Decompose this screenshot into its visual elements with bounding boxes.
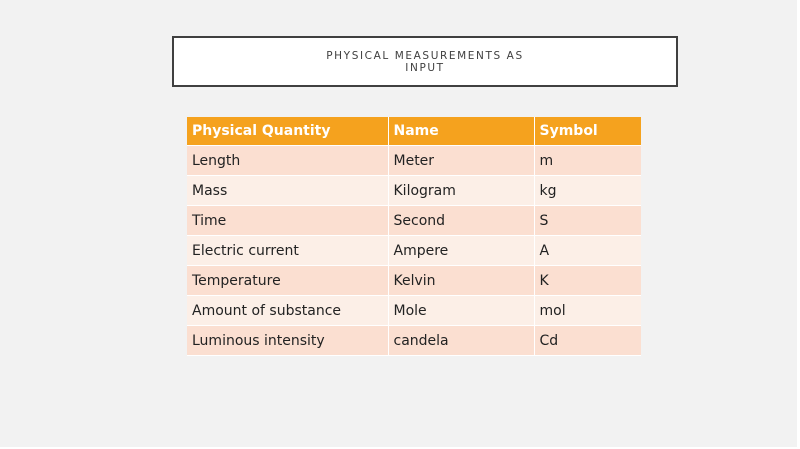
cell-name: Kelvin — [388, 266, 534, 296]
table-row — [187, 206, 641, 236]
cell-symbol: A — [534, 236, 641, 266]
header-physical-quantity: Physical Quantity — [187, 117, 388, 146]
si-units-table — [187, 117, 641, 356]
cell-quantity: Amount of substance — [187, 296, 388, 326]
cell-symbol: kg — [534, 176, 641, 206]
table-row — [187, 266, 641, 296]
cell-quantity: Electric current — [187, 236, 388, 266]
cell-name: candela — [388, 326, 534, 356]
slide-title: PHYSICAL MEASUREMENTS AS INPUT — [326, 49, 524, 74]
cell-quantity: Length — [187, 146, 388, 176]
header-symbol: Symbol — [534, 117, 641, 146]
slide-title-box — [172, 36, 678, 87]
cell-quantity: Temperature — [187, 266, 388, 296]
table-row — [187, 296, 641, 326]
cell-symbol: S — [534, 206, 641, 236]
cell-name: Meter — [388, 146, 534, 176]
table-row — [187, 146, 641, 176]
cell-name: Second — [388, 206, 534, 236]
table-row — [187, 326, 641, 356]
table-header-row — [187, 117, 641, 146]
cell-name: Ampere — [388, 236, 534, 266]
cell-symbol: m — [534, 146, 641, 176]
table-row — [187, 176, 641, 206]
cell-symbol: K — [534, 266, 641, 296]
cell-quantity: Luminous intensity — [187, 326, 388, 356]
cell-symbol: mol — [534, 296, 641, 326]
header-name: Name — [388, 117, 534, 146]
table-row — [187, 236, 641, 266]
cell-quantity: Mass — [187, 176, 388, 206]
cell-name: Kilogram — [388, 176, 534, 206]
cell-name: Mole — [388, 296, 534, 326]
cell-quantity: Time — [187, 206, 388, 236]
cell-symbol: Cd — [534, 326, 641, 356]
